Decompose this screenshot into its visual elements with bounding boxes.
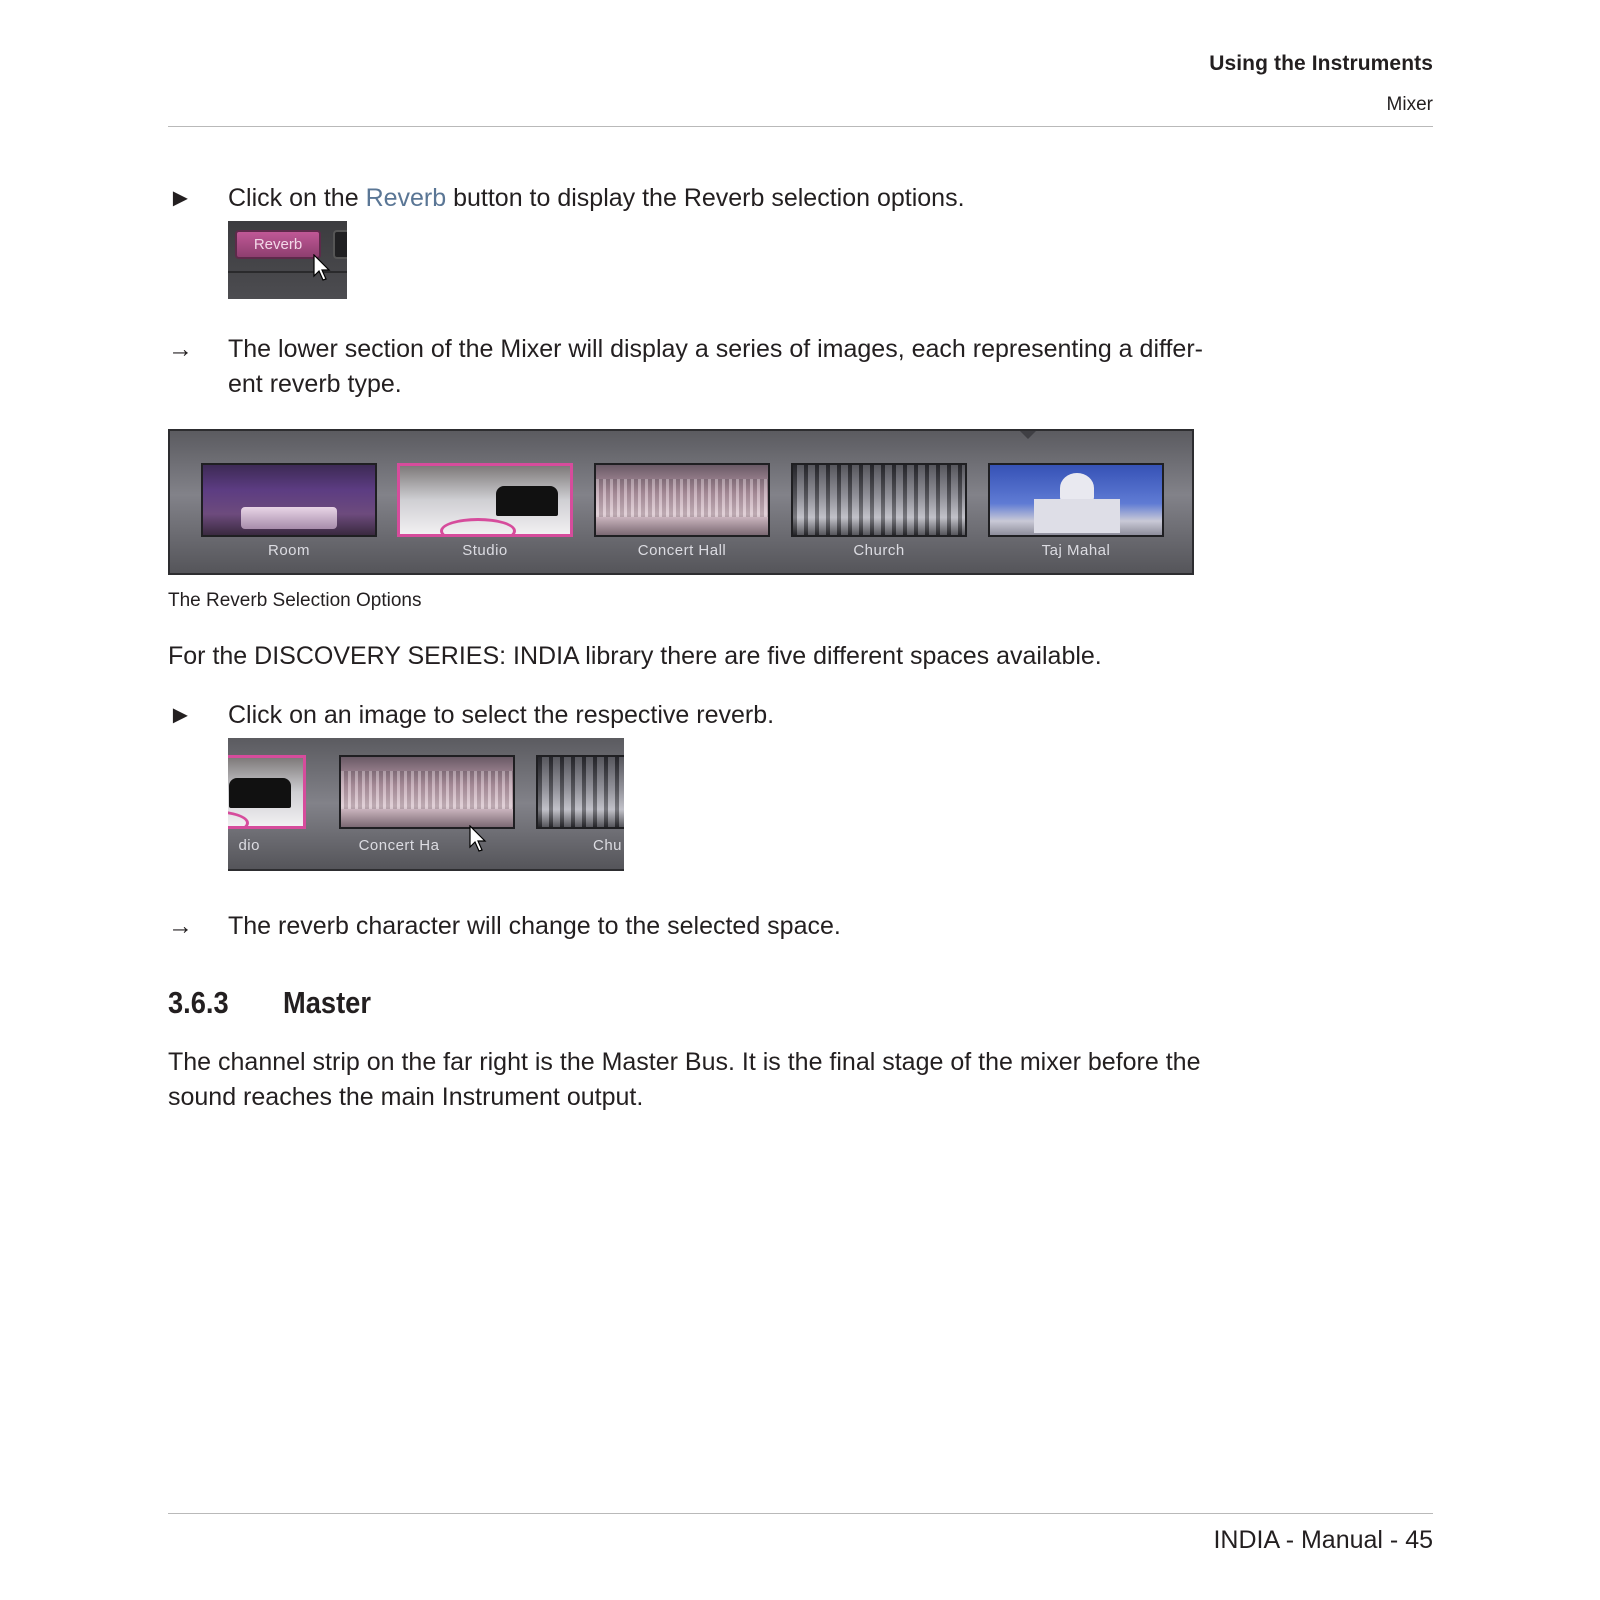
footer-page-label: INDIA - Manual - 45 [1213, 1526, 1433, 1554]
reverb-selection-panel [168, 429, 1194, 575]
reverb-label-taj-mahal: Taj Mahal [1041, 542, 1111, 559]
step-marker-icon: ► [168, 701, 193, 729]
result-arrow-icon: → [168, 335, 193, 363]
adjacent-button[interactable] [333, 230, 347, 259]
footer-rule [168, 1513, 1433, 1514]
reverb-label-church: Church [853, 542, 905, 559]
reverb-option-church[interactable] [536, 755, 624, 829]
reverb-option-concert-hall[interactable] [339, 755, 515, 829]
step-2-text: Click on an image to select the respective reverb. [228, 701, 775, 729]
result-2-text: The reverb character will change to the selected space. [228, 912, 841, 940]
reverb-option-church[interactable] [791, 463, 967, 537]
reverb-link[interactable]: Reverb [365, 184, 447, 212]
figure-caption: The Reverb Selection Options [168, 590, 422, 611]
reverb-option-studio[interactable] [228, 755, 306, 829]
step-marker-icon: ► [168, 184, 193, 212]
reverb-option-room[interactable] [201, 463, 377, 537]
reverb-option-taj-mahal[interactable] [988, 463, 1164, 537]
reverb-label-concert-hall: Concert Hall [637, 542, 727, 559]
section-paragraph-line-2: sound reaches the main Instrument output. [168, 1083, 644, 1111]
result-1-line-1: The lower section of the Mixer will display a series of images, each representing a differ- [228, 335, 1203, 363]
result-1-line-2: ent reverb type. [228, 370, 402, 398]
reverb-label-church-partial: Chu [593, 837, 623, 854]
reverb-select-screenshot [228, 738, 624, 871]
reverb-label-room: Room [267, 542, 310, 559]
intro-paragraph: For the DISCOVERY SERIES: INDIA library there are five different spaces available. [168, 642, 1102, 670]
reverb-button-screenshot [228, 221, 347, 299]
step-1-text: Click on the Reverb button to display the Reverb selection options. [228, 184, 965, 212]
reverb-button[interactable]: Reverb [235, 230, 321, 259]
panel-notch [1018, 429, 1038, 439]
reverb-label-studio-partial: dio [238, 837, 260, 854]
result-arrow-icon: → [168, 912, 193, 940]
reverb-option-studio[interactable] [397, 463, 573, 537]
reverb-option-concert-hall[interactable] [594, 463, 770, 537]
section-title: Master [283, 985, 371, 1020]
header-subsection: Mixer [1386, 94, 1433, 115]
reverb-label-studio: Studio [462, 542, 508, 559]
reverb-label-concert-hall-partial: Concert Ha [358, 837, 440, 854]
section-paragraph-line-1: The channel strip on the far right is the Master Bus. It is the final stage of the mixer before the [168, 1048, 1201, 1076]
header-section-title: Using the Instruments [1209, 52, 1433, 75]
header-rule [168, 126, 1433, 127]
section-number: 3.6.3 [168, 985, 229, 1020]
